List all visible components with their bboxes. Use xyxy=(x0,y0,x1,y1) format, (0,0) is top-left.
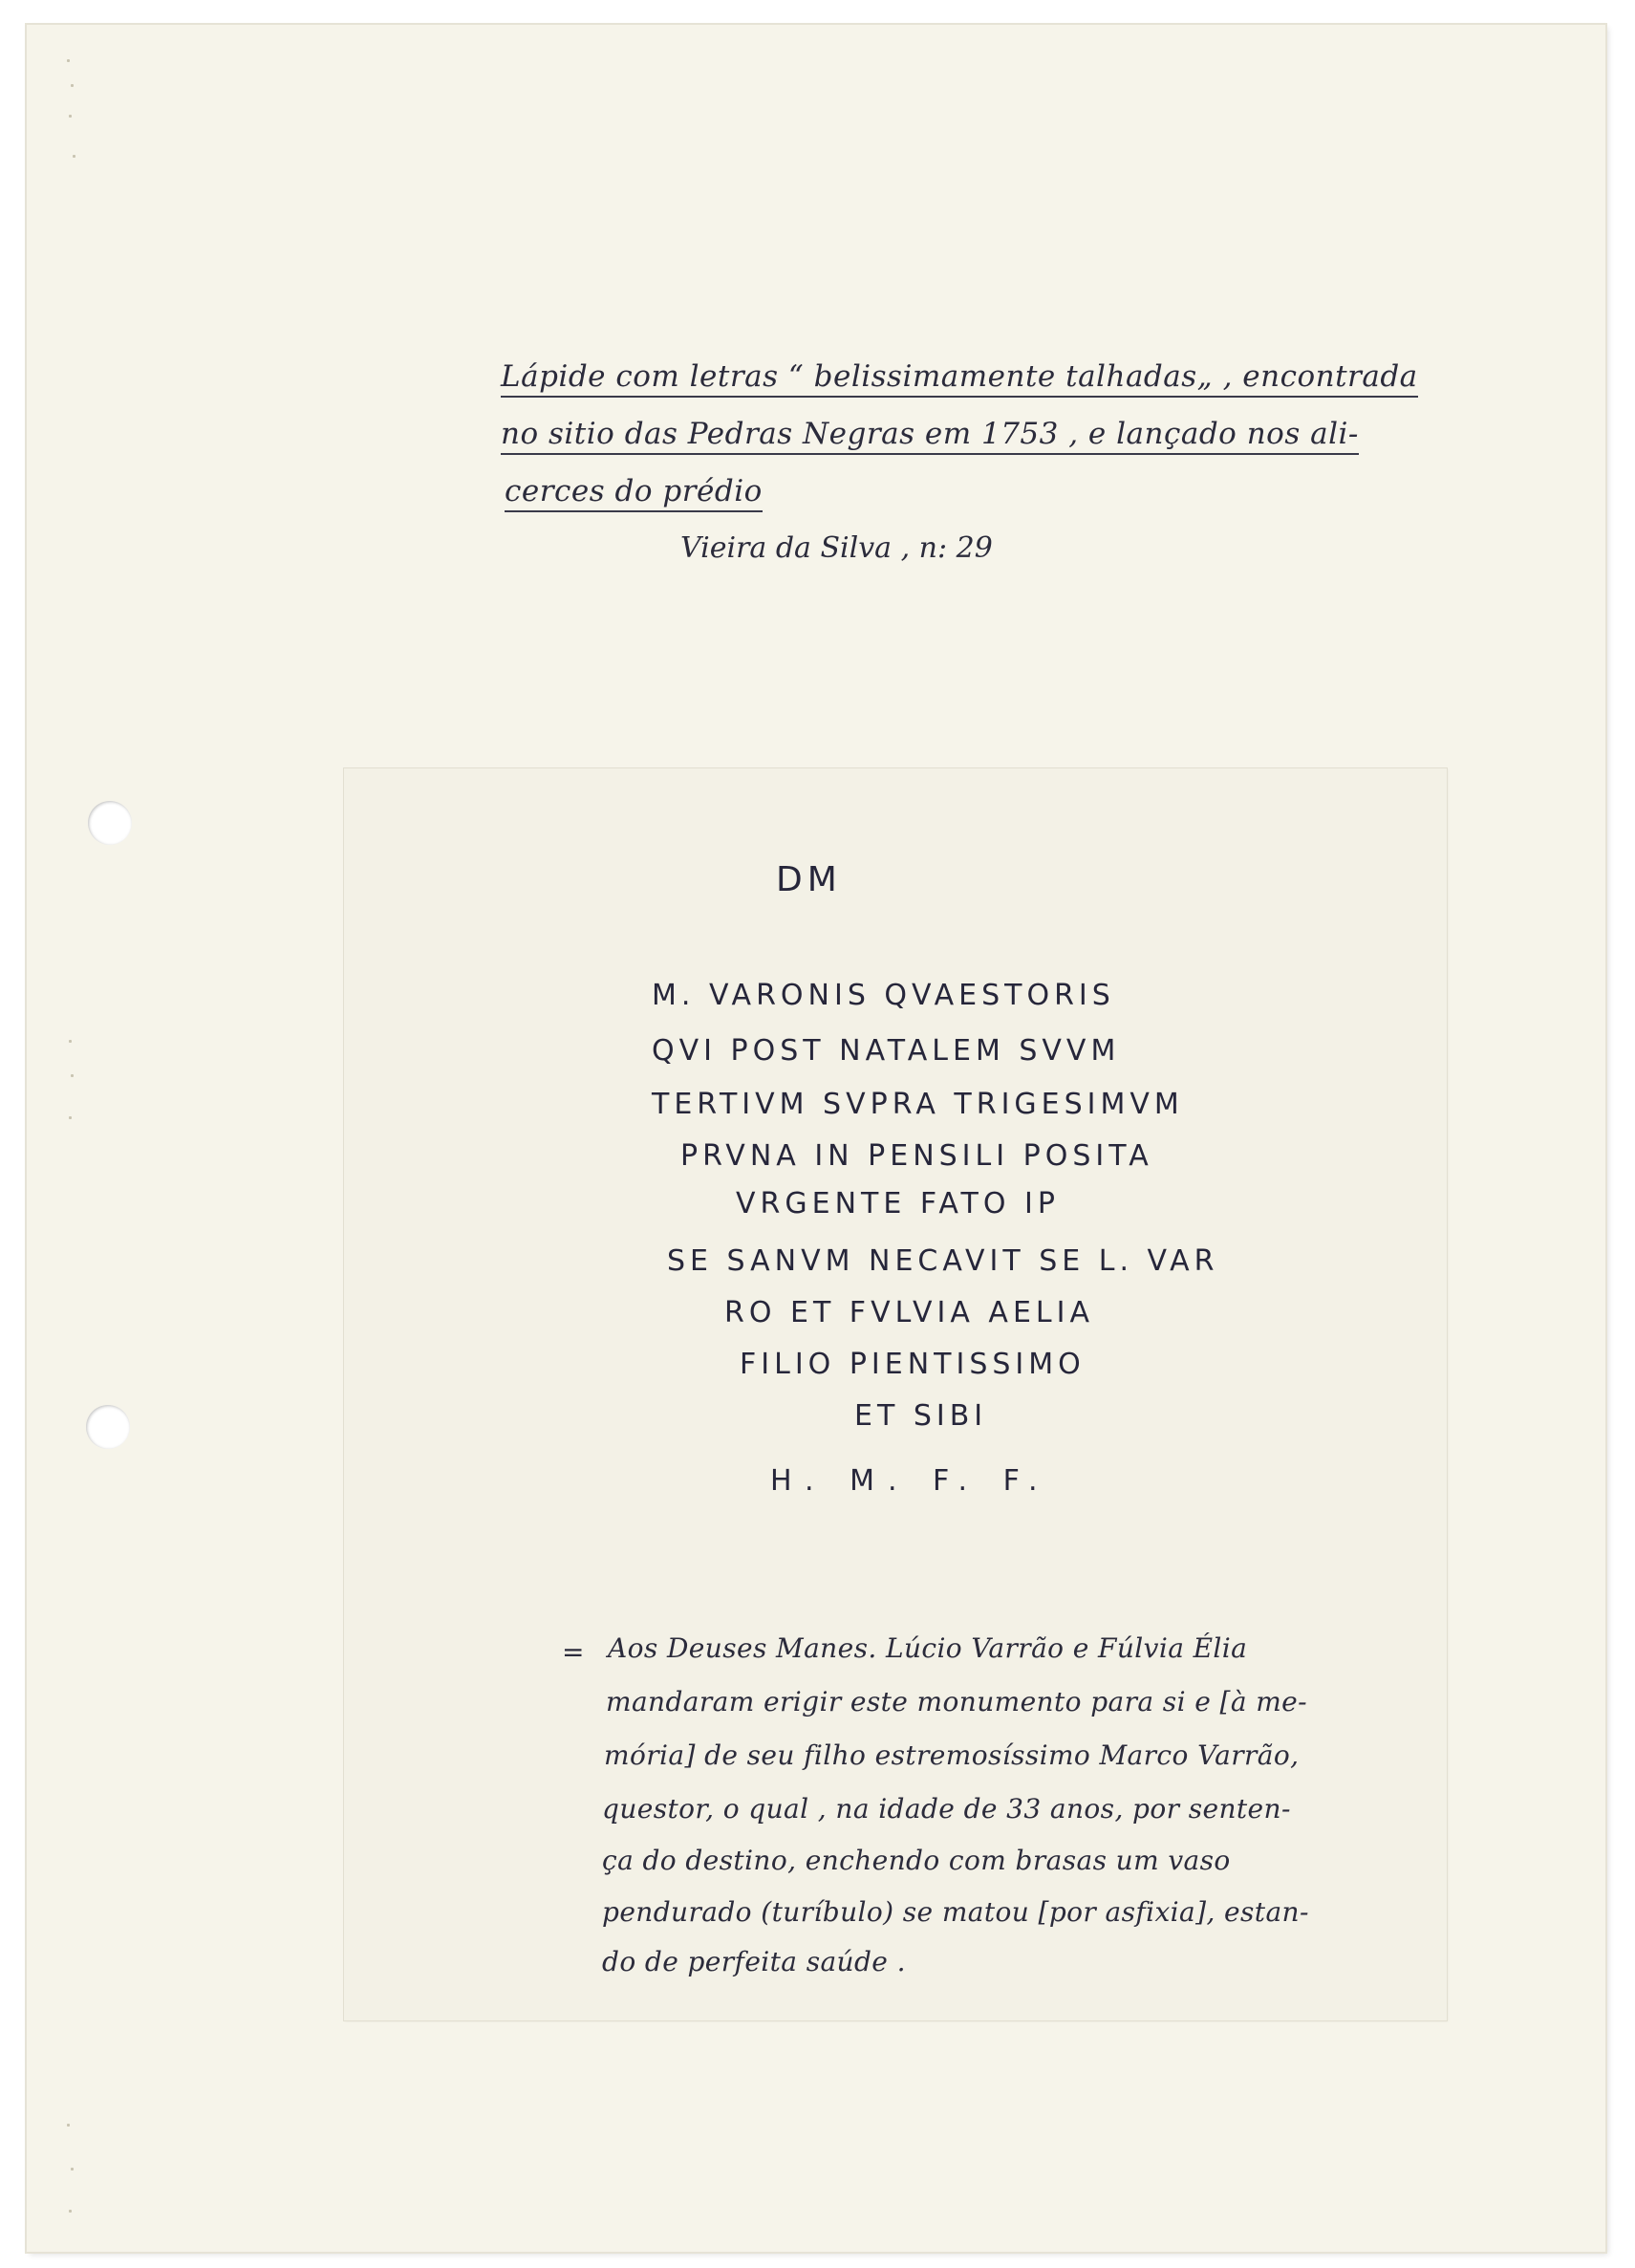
margin-speck xyxy=(73,155,75,158)
translation-line: mandaram erigir este monumento para si e [à me- xyxy=(606,1686,1307,1717)
margin-speck xyxy=(69,1040,72,1043)
inscription-line: M. VARONIS QVAESTORIS xyxy=(652,979,1115,1012)
heading-line-3: cerces do prédio xyxy=(505,474,763,512)
margin-speck xyxy=(71,1074,74,1077)
margin-speck xyxy=(67,59,70,62)
source-reference: Vieira da Silva , n: 29 xyxy=(680,531,993,565)
punch-hole-bottom xyxy=(86,1405,130,1449)
inscription-line: PRVNA IN PENSILI POSITA xyxy=(680,1139,1153,1173)
heading-line-2: no sitio das Pedras Negras em 1753 , e lançado nos ali- xyxy=(501,417,1359,455)
translation-line: Aos Deuses Manes. Lúcio Varrão e Fúlvia Élia xyxy=(608,1632,1248,1664)
inscription-line: RO ET FVLVIA AELIA xyxy=(724,1296,1094,1329)
inscription-line: VRGENTE FATO IP xyxy=(736,1187,1060,1220)
margin-speck xyxy=(69,2210,72,2213)
margin-speck xyxy=(69,115,72,118)
translation-line: questor, o qual , na idade de 33 anos, por senten- xyxy=(602,1793,1291,1825)
translation-line: pendurado (turíbulo) se matou [por asfixia], estan- xyxy=(602,1896,1309,1928)
inscription-card xyxy=(344,768,1447,2020)
translation-line: mória] de seu filho estremosíssimo Marco Varrão, xyxy=(604,1739,1300,1771)
margin-speck xyxy=(71,84,74,87)
inscription-line: QVI POST NATALEM SVVM xyxy=(652,1034,1121,1068)
inscription-line-dm: DM xyxy=(776,860,842,899)
paper-sheet xyxy=(27,25,1605,2252)
heading-line-1: Lápide com letras “ belissimamente talhadas„ , encontrada xyxy=(501,359,1418,398)
translation-marker: = xyxy=(562,1636,585,1668)
inscription-line: ET SIBI xyxy=(854,1399,988,1433)
punch-hole-top xyxy=(88,801,132,845)
inscription-line: H. M. F. F. xyxy=(770,1464,1051,1498)
margin-speck xyxy=(67,2124,70,2127)
translation-line: ça do destino, enchendo com brasas um vaso xyxy=(602,1845,1231,1876)
margin-speck xyxy=(69,1116,72,1119)
margin-speck xyxy=(71,2168,74,2171)
inscription-line: SE SANVM NECAVIT SE L. VAR xyxy=(667,1244,1219,1278)
inscription-line: FILIO PIENTISSIMO xyxy=(740,1348,1086,1381)
translation-line: do de perfeita saúde . xyxy=(602,1946,906,1977)
inscription-line: TERTIVM SVPRA TRIGESIMVM xyxy=(652,1088,1184,1121)
